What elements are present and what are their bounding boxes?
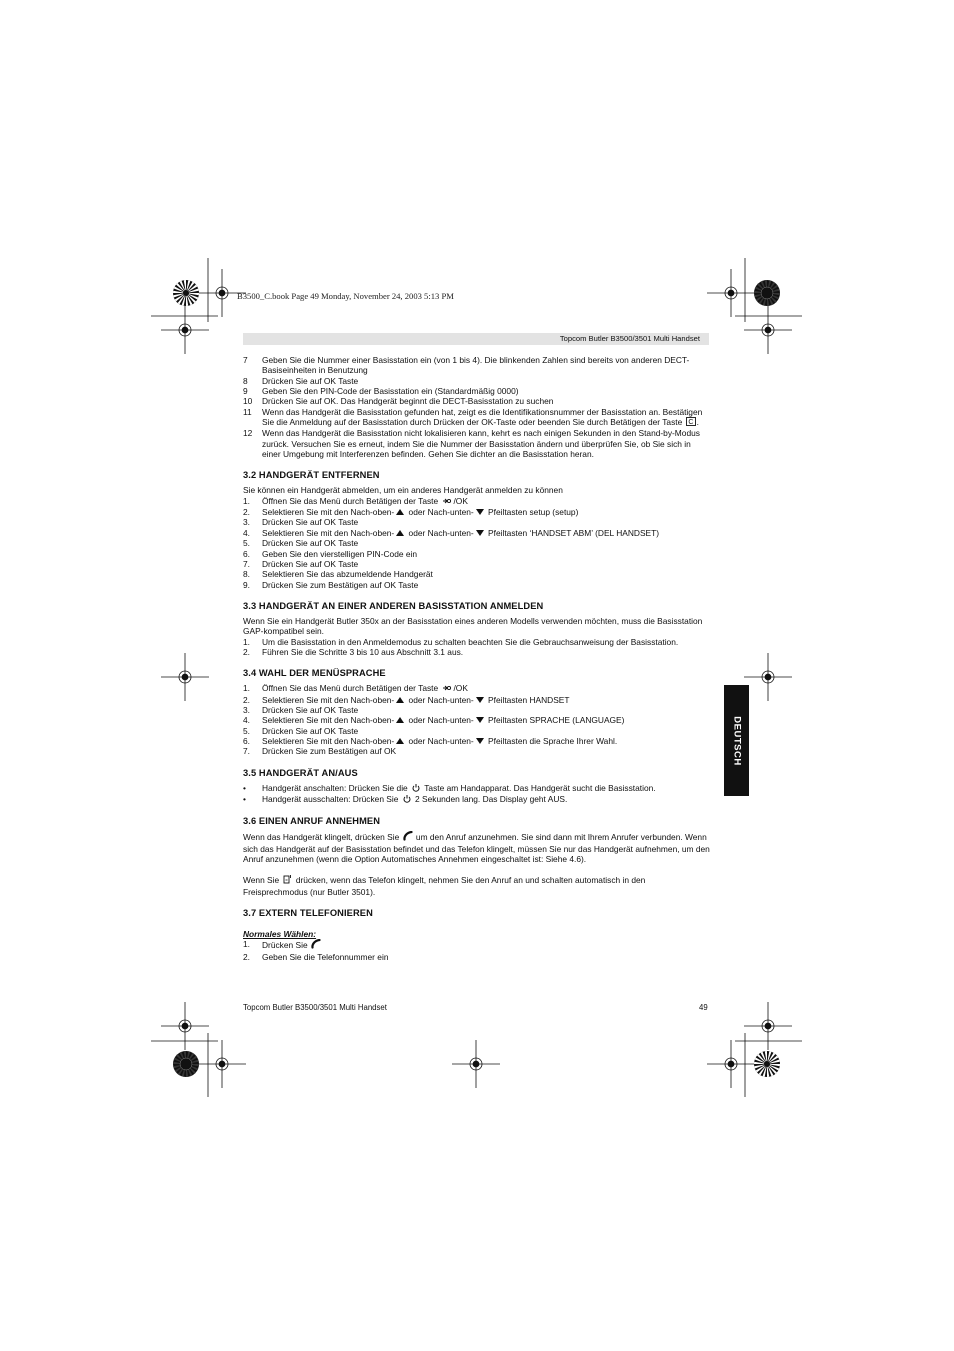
arrow-up-icon xyxy=(396,509,404,515)
list-item-number: 11 xyxy=(243,406,252,417)
list-item-number: 2. xyxy=(243,694,250,705)
arrow-down-icon xyxy=(476,509,484,515)
list-item xyxy=(243,952,711,962)
list-item xyxy=(243,528,711,538)
list-item-number: 7. xyxy=(243,746,250,757)
list-item-number: 7 xyxy=(243,355,248,365)
sunburst-mark xyxy=(173,280,199,306)
list-item-number: 6. xyxy=(243,735,250,746)
list-item xyxy=(243,695,711,705)
section-3-6-paragraph-2: Wenn Sie drücken, wenn das Telefon klingelt, nehmen Sie den Anruf an und schalten automatisch in den Freisprechmodus (nur Butler 3501). xyxy=(243,875,646,897)
list-item-number: 3. xyxy=(243,517,250,528)
section-3-5-bullets xyxy=(243,783,711,806)
section-3-7-title: 3.7 EXTERN TELEFONIEREN xyxy=(243,908,373,919)
list-item-number: 10 xyxy=(243,396,253,407)
section-3-7-steps xyxy=(243,939,711,962)
list-item-number: 4. xyxy=(243,715,250,726)
list-item-number: 7. xyxy=(243,558,250,569)
list-item xyxy=(243,376,711,386)
menu-key-icon xyxy=(441,496,452,507)
list-item-number: 1. xyxy=(243,939,250,950)
list-item-text: Öffnen Sie das Menü durch Betätigen der Taste /OK xyxy=(262,495,468,506)
speaker-key-icon xyxy=(283,874,293,886)
list-item-number: 8. xyxy=(243,569,250,580)
list-item-number: 12 xyxy=(243,428,253,439)
list-item xyxy=(243,507,711,517)
running-header xyxy=(243,333,709,345)
svg-text:C: C xyxy=(687,419,694,427)
crosshair-mark xyxy=(452,1040,500,1088)
sunburst-mark xyxy=(754,280,780,306)
list-item-text: Wenn das Handgerät die Basisstation gefunden hat, zeigt es die Identifikationsnummer der Basisstation an. Bestätigen Sie die Anmeldung auf der Basisstation durch Drücken der OK-Taste oder beenden Sie durch Betätigen der Taste C . xyxy=(262,406,703,428)
crosshair-mark xyxy=(744,1002,792,1050)
section-3-3-title: 3.3 HANDGERÄT AN EINER ANDEREN BASISSTATION ANMELDEN xyxy=(243,600,544,611)
section-3-6-paragraph-1: Wenn das Handgerät klingelt, drücken Sie um den Anruf anzunehmen. Sie sind dann mit Ihrem Anrufer verbunden. Wenn sich das Handgerät auf der Basisstation befindet und das Telefon klingelt, müssen Sie nur das Handgerät aufnehmen, um den Anruf anzunehmen (wenn die Option Automatisches Annehmen eingeschaltet ist: Siehe 4.6). xyxy=(243,832,710,865)
sunburst-mark xyxy=(754,1051,780,1077)
list-item-number: 2. xyxy=(243,507,250,518)
list-item-text: Drücken Sie xyxy=(262,940,322,950)
list-item-text: Selektieren Sie mit den Nach-oben- oder Nach-unten- Pfeiltasten HANDSET xyxy=(262,694,570,705)
list-item xyxy=(243,746,711,756)
phone-key-icon xyxy=(311,939,321,951)
list-item-text: Wenn das Handgerät die Basisstation nicht lokalisieren kann, kehrt es nach einigen Sekunden in den Stand-by-Modus zurück. Versuchen Sie es erneut, indem Sie die Nummer der Basisstation ändern und überprüfen Sie, ob Sie sich in einer Umgebung mit Interferenzen befinden. Gehen Sie dichter an die Basisstation heran. xyxy=(262,428,700,460)
header-title: Topcom Butler B3500/3501 Multi Handset xyxy=(559,334,700,343)
list-item-number: 8 xyxy=(243,375,248,386)
list-item xyxy=(243,726,711,736)
list-item-number: 2. xyxy=(243,951,250,962)
list-item-text: Drücken Sie zum Bestätigen auf OK xyxy=(262,746,397,757)
list-item-text: Drücken Sie auf OK Taste xyxy=(262,725,359,736)
list-item-number: 9 xyxy=(243,386,248,397)
arrow-down-icon xyxy=(476,738,484,744)
power-key-icon xyxy=(411,783,421,794)
arrow-up-icon xyxy=(396,717,404,723)
list-item xyxy=(243,683,711,694)
list-item-text: Selektieren Sie das abzumeldende Handgerät xyxy=(262,569,433,580)
list-item xyxy=(243,407,711,429)
list-item xyxy=(243,355,711,376)
arrow-up-icon xyxy=(396,738,404,744)
arrow-down-icon xyxy=(476,697,484,703)
list-item xyxy=(243,428,711,459)
list-item-text: Drücken Sie auf OK Taste xyxy=(262,704,359,715)
list-item xyxy=(243,517,711,527)
crosshair-mark xyxy=(744,306,792,354)
list-item-text: Drücken Sie zum Bestätigen auf OK Taste xyxy=(262,579,419,590)
list-item xyxy=(243,538,711,548)
section-3-2-title: 3.2 HANDGERÄT ENTFERNEN xyxy=(243,470,380,481)
list-item xyxy=(243,736,711,746)
power-key-icon xyxy=(402,794,412,805)
footer-title: Topcom Butler B3500/3501 Multi Handset xyxy=(243,1003,387,1012)
list-item-text: Drücken Sie auf OK Taste xyxy=(262,517,359,528)
list-item-number: 4. xyxy=(243,527,250,538)
list-item-text: Drücken Sie auf OK Taste xyxy=(262,538,359,549)
list-item-number: 6. xyxy=(243,548,250,559)
list-item-text: Drücken Sie auf OK. Das Handgerät beginnt die DECT-Basisstation zu suchen xyxy=(262,396,554,407)
list-item-number: 1. xyxy=(243,636,250,647)
list-item-text: Geben Sie die Nummer einer Basisstation ein (von 1 bis 4). Die blinkenden Zahlen sind bereits von anderen DECT-Basiseinheiten in Benutzung xyxy=(262,355,690,376)
arrow-down-icon xyxy=(476,530,484,536)
section-3-4-title: 3.4 WAHL DER MENÜSPRACHE xyxy=(243,668,386,679)
list-item xyxy=(243,637,711,647)
section-3-3-intro: Wenn Sie ein Handgerät Butler 350x an der Basisstation eines anderen Modells verwenden möchten, muss die Basisstation GAP-kompatibel sein. xyxy=(243,615,703,637)
page-number: 49 xyxy=(699,1003,708,1012)
list-item xyxy=(243,647,711,657)
crosshair-mark xyxy=(744,653,792,701)
list-item-text: Geben Sie die Telefonnummer ein xyxy=(262,951,389,962)
list-item xyxy=(243,496,711,507)
crosshair-mark xyxy=(161,306,209,354)
arrow-down-icon xyxy=(476,717,484,723)
section-3-2-steps xyxy=(243,496,711,590)
section-3-4-steps xyxy=(243,683,711,756)
list-item-text: Handgerät ausschalten: Drücken Sie 2 Sekunden lang. Das Display geht AUS. xyxy=(262,794,568,804)
menu-key-icon xyxy=(441,683,452,694)
list-item xyxy=(243,715,711,725)
list-item-text: Handgerät anschalten: Drücken Sie die Taste am Handapparat. Das Handgerät sucht die Basisstation. xyxy=(262,782,656,793)
list-item xyxy=(243,580,711,590)
crosshair-mark xyxy=(198,1040,246,1088)
list-item xyxy=(243,396,711,406)
list-item-text: Drücken Sie auf OK Taste xyxy=(262,375,359,386)
list-item-number: 1. xyxy=(243,495,250,506)
list-item xyxy=(243,783,711,794)
list-item-number: • xyxy=(243,794,246,804)
book-info-line: B3500_C.book Page 49 Monday, November 24, 2003 5:13 PM xyxy=(237,291,454,301)
sunburst-mark xyxy=(173,1051,199,1077)
list-item-text: Geben Sie den vierstelligen PIN-Code ein xyxy=(262,548,418,559)
phone-key-icon xyxy=(403,831,413,843)
list-item-number: 5. xyxy=(243,725,250,736)
list-item xyxy=(243,939,711,951)
section-3-6-title: 3.6 EINEN ANRUF ANNEHMEN xyxy=(243,816,381,827)
list-item-text: Um die Basisstation in den Anmeldemodus zu schalten beachten Sie die Gebrauchsanweisung der Basisstation. xyxy=(262,636,679,647)
crosshair-mark xyxy=(161,653,209,701)
list-item-number: • xyxy=(243,782,246,793)
list-item-number: 2. xyxy=(243,646,250,657)
language-side-tab xyxy=(724,685,749,796)
list-item xyxy=(243,569,711,579)
list-item xyxy=(243,386,711,396)
list-item-text: Selektieren Sie mit den Nach-oben- oder Nach-unten- Pfeiltasten ‘HANDSET ABM’ (DEL HANDSET) xyxy=(262,527,660,538)
steps-list-top xyxy=(243,355,711,459)
section-3-5-title: 3.5 HANDGERÄT AN/AUS xyxy=(243,767,358,778)
section-3-3-steps xyxy=(243,637,711,658)
list-item xyxy=(243,549,711,559)
crosshair-mark xyxy=(161,1002,209,1050)
list-item-number: 1. xyxy=(243,683,250,694)
arrow-up-icon xyxy=(396,530,404,536)
list-item-number: 3. xyxy=(243,704,250,715)
list-item xyxy=(243,794,711,805)
side-tab-label: DEUTSCH xyxy=(731,715,742,766)
crosshair-mark xyxy=(707,269,755,317)
section-3-2-intro: Sie können ein Handgerät abmelden, um ein anderes Handgerät anmelden zu können xyxy=(243,485,563,496)
list-item-text: Selektieren Sie mit den Nach-oben- oder Nach-unten- Pfeiltasten die Sprache Ihrer Wahl. xyxy=(262,735,618,746)
list-item-text: Geben Sie den PIN-Code der Basisstation ein (Standardmäßig 0000) xyxy=(262,386,519,397)
list-item xyxy=(243,705,711,715)
list-item-text: Selektieren Sie mit den Nach-oben- oder Nach-unten- Pfeiltasten setup (setup) xyxy=(262,507,579,518)
page-content xyxy=(243,355,711,962)
list-item-text: Führen Sie die Schritte 3 bis 10 aus Abschnitt 3.1 aus. xyxy=(262,646,464,657)
list-item xyxy=(243,559,711,569)
clear-key-icon xyxy=(686,417,696,428)
list-item-text: Öffnen Sie das Menü durch Betätigen der Taste /OK xyxy=(262,683,468,694)
list-item-text: Selektieren Sie mit den Nach-oben- oder Nach-unten- Pfeiltasten SPRACHE (LANGUAGE) xyxy=(262,715,625,726)
arrow-up-icon xyxy=(396,697,404,703)
list-item-number: 5. xyxy=(243,538,250,549)
list-item-number: 9. xyxy=(243,579,250,590)
list-item-text: Drücken Sie auf OK Taste xyxy=(262,558,359,569)
section-3-7-subtitle: Normales Wählen: xyxy=(243,929,317,940)
crosshair-mark xyxy=(707,1040,755,1088)
